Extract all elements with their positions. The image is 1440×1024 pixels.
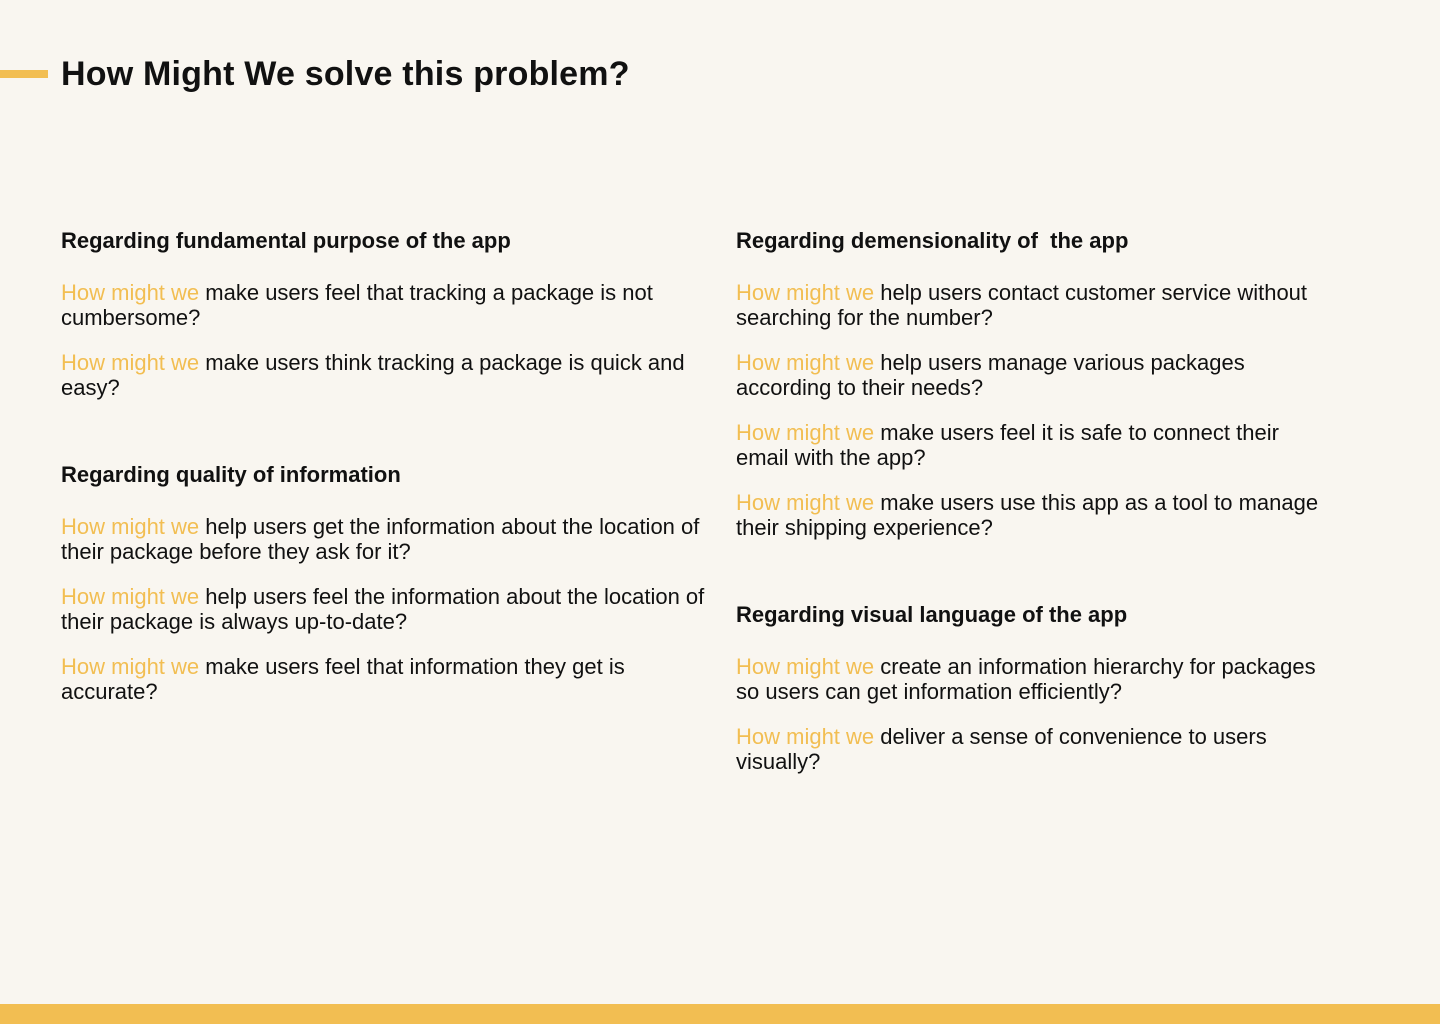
section-heading: Regarding demensionality of the app	[736, 228, 1129, 253]
hmw-item	[61, 514, 711, 564]
hmw-item	[736, 490, 1336, 540]
hmw-text: make users think tracking a package is quick and easy?	[61, 350, 685, 400]
hmw-text: deliver a sense of convenience to users visually?	[736, 724, 1267, 774]
hmw-text: create an information hierarchy for packages so users can get information efficiently?	[736, 654, 1316, 704]
hmw-item	[736, 280, 1336, 330]
hmw-prefix: How might we	[736, 724, 875, 749]
hmw-item	[736, 350, 1336, 400]
hmw-item	[61, 280, 711, 330]
hmw-prefix: How might we	[736, 280, 875, 305]
hmw-prefix: How might we	[736, 350, 875, 375]
section-fundamental-purpose	[61, 226, 711, 420]
hmw-text: help users contact customer service without searching for the number?	[736, 280, 1308, 330]
hmw-text: help users get the information about the location of their package before they ask for it?	[61, 514, 700, 564]
hmw-item	[61, 654, 711, 704]
hmw-prefix: How might we	[61, 280, 200, 305]
hmw-prefix: How might we	[61, 584, 200, 609]
section-heading: Regarding quality of information	[61, 462, 401, 487]
section-heading: Regarding visual language of the app	[736, 602, 1128, 627]
hmw-item	[736, 420, 1336, 470]
hmw-text: make users use this app as a tool to manage their shipping experience?	[736, 490, 1319, 540]
hmw-item	[61, 584, 711, 634]
hmw-prefix: How might we	[736, 490, 875, 515]
hmw-item	[736, 724, 1336, 774]
hmw-prefix: How might we	[61, 654, 200, 679]
hmw-text: make users feel it is safe to connect their email with the app?	[736, 420, 1279, 470]
hmw-prefix: How might we	[61, 350, 200, 375]
section-heading: Regarding fundamental purpose of the app	[61, 228, 511, 253]
bottom-accent-bar	[0, 1004, 1440, 1024]
section-quality-of-information	[61, 460, 711, 724]
title-accent-bar	[0, 70, 48, 78]
page-title: How Might We solve this problem?	[61, 55, 630, 93]
section-dimensionality	[736, 226, 1336, 560]
hmw-prefix: How might we	[61, 514, 200, 539]
hmw-item	[736, 654, 1336, 704]
section-visual-language	[736, 600, 1336, 794]
hmw-text: help users manage various packages according to their needs?	[736, 350, 1245, 400]
hmw-text: make users feel that tracking a package is not cumbersome?	[61, 280, 653, 330]
hmw-text: make users feel that information they get is accurate?	[61, 654, 625, 704]
hmw-prefix: How might we	[736, 654, 875, 679]
hmw-item	[61, 350, 711, 400]
hmw-text: help users feel the information about the location of their package is always up-to-date?	[61, 584, 705, 634]
hmw-prefix: How might we	[736, 420, 875, 445]
